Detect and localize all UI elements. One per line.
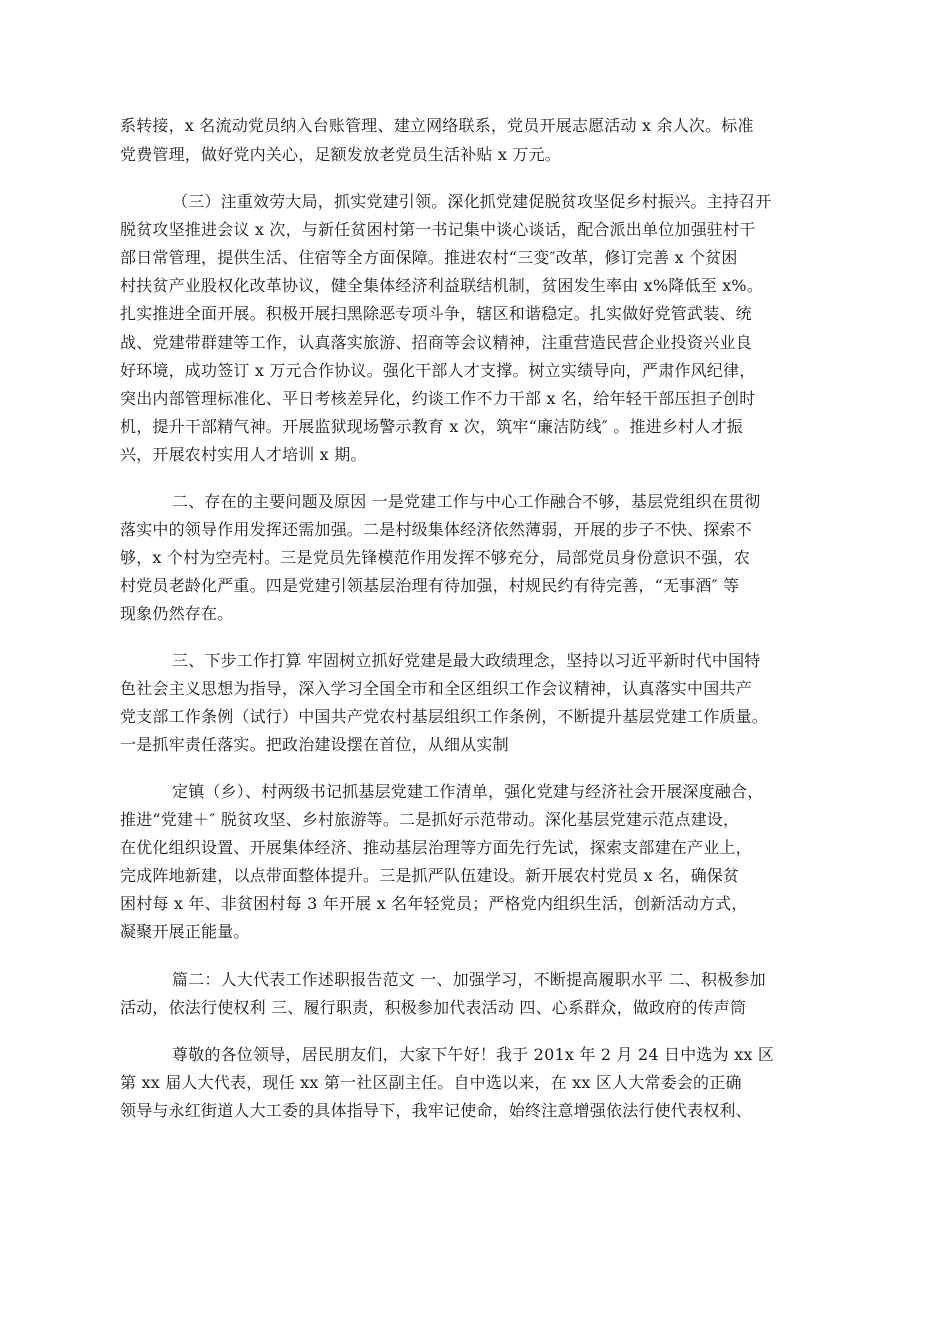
text-line: 现象仍然存在。 [120, 604, 234, 623]
text-line: 突出内部管理标准化、平日考核差异化，约谈工作不力干部 x 名，给年轻干部压担子创时 [120, 389, 756, 408]
text-line: 三、下步工作打算 牢固树立抓好党建是最大政绩理念，坚持以习近平新时代中国特 [172, 651, 761, 670]
text-line: 尊敬的各位领导，居民朋友们，大家下午好！我于 201x 年 2 月 24 日中选为 xx 区 [172, 1045, 775, 1064]
text-line: 落实中的领导作用发挥还需加强。二是村级集体经济依然薄弱，开展的步子不快、探索不 [120, 520, 752, 539]
text-line: 色社会主义思想为指导，深入学习全国全市和全区组织工作会议精神，认真落实中国共产 [120, 679, 752, 698]
text-line: 活动，依法行使权利 三、履行职责，积极参加代表活动 四、心系群众，做政府的传声筒 [120, 998, 747, 1017]
text-line: 部日常管理，提供生活、住宿等全方面保障。推进农村“三变″改革，修订完善 x 个贫困 [120, 248, 738, 267]
text-line: 兴，开展农村实用人才培训 x 期。 [120, 445, 367, 464]
text-line: 够，x 个村为空壳村。三是党员先锋模范作用发挥不够充分，局部党员身份意识不强，农 [120, 548, 751, 567]
text-line: 困村每 x 年、非贫困村每 3 年开展 x 名年轻党员；严格党内组织生活，创新活动方式， [120, 894, 748, 913]
text-line: 扎实推进全面开展。积极开展扫黑除恶专项斗争，辖区和谐稳定。扎实做好党管武装、统 [120, 304, 752, 323]
text-line: 村扶贫产业股权化改革协议，健全集体经济利益联结机制，贫困发生率由 x%降低至 x%。 [120, 276, 764, 295]
text-line: （三）注重效劳大局，抓实党建引领。深化抓党建促脱贫攻坚促乡村振兴。主持召开 [172, 192, 772, 211]
text-line: 机，提升干部精气神。开展监狱现场警示教育 x 次，筑牢“廉洁防线″ 。推进乡村人才振 [120, 417, 743, 436]
text-line: 一是抓牢责任落实。把政治建设摆在首位，从细从实制 [120, 735, 509, 754]
text-line: 在优化组织设置、开展集体经济、推动基层治理等方面先行先试，探索支部建在产业上， [120, 838, 752, 857]
text-line: 战、党建带群建等工作，认真落实旅游、招商等会议精神，注重营造民营企业投资兴业良 [120, 333, 752, 352]
text-line: 定镇（乡）、村两级书记抓基层党建工作清单，强化党建与经济社会开展深度融合， [172, 782, 764, 801]
text-line: 党费管理，做好党内关心，足额发放老党员生活补贴 x 万元。 [120, 145, 561, 164]
text-line: 第 xx 届人大代表，现任 xx 第一社区副主任。自中选以来，在 xx 区人大常委会的正确 [120, 1073, 742, 1092]
text-line: 脱贫攻坚推进会议 x 次，与新任贫困村第一书记集中谈心谈话，配合派出单位加强驻村干 [120, 220, 756, 239]
text-line: 推进“党建＋″ 脱贫攻坚、乡村旅游等。二是抓好示范带动。深化基层党建示范点建设， [120, 810, 740, 829]
text-line: 二、存在的主要问题及原因 一是党建工作与中心工作融合不够，基层党组织在贯彻 [172, 492, 761, 511]
text-line: 党支部工作条例（试行）中国共产党农村基层组织工作条例，不断提升基层党建工作质量。 [120, 707, 769, 726]
text-line: 完成阵地新建，以点带面整体提升。三是抓严队伍建设。新开展农村党员 x 名，确保贫 [120, 866, 740, 885]
text-line: 村党员老龄化严重。四是党建引领基层治理有待加强，村规民约有待完善，“无事酒″ 等 [120, 576, 740, 595]
text-line: 篇二：人大代表工作述职报告范文 一、加强学习，不断提高履职水平 二、积极参加 [172, 970, 766, 989]
text-line: 好环境，成功签订 x 万元合作协议。强化干部人才支撑。树立实绩导向，严肃作风纪律， [120, 361, 756, 380]
text-line: 系转接，x 名流动党员纳入台账管理、建立网络联系，党员开展志愿活动 x 余人次。标准 [120, 116, 754, 135]
text-line: 凝聚开展正能量。 [120, 922, 250, 941]
text-line: 领导与永红街道人大工委的具体指导下，我牢记使命，始终注意增强依法行使代表权利、 [120, 1101, 752, 1120]
